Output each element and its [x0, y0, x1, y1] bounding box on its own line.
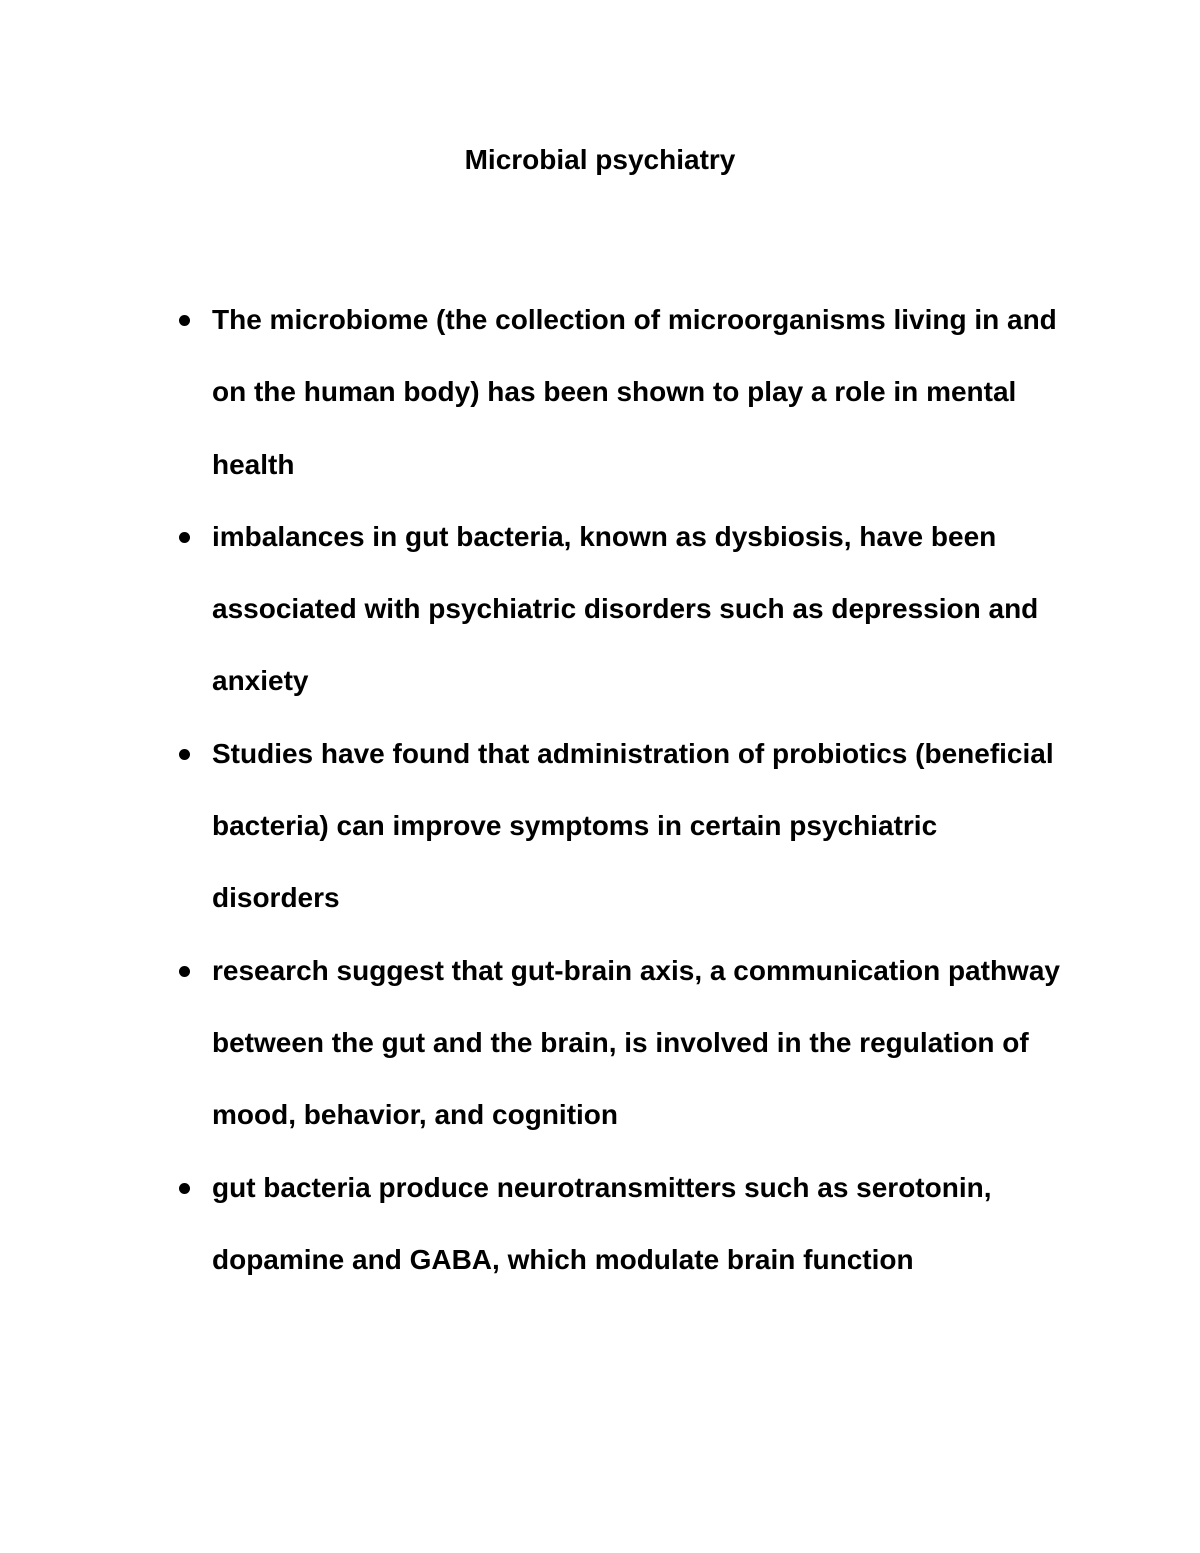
bullet-dot-icon	[179, 1183, 190, 1194]
bullet-dot-icon	[179, 966, 190, 977]
bullet-item-dysbiosis	[212, 501, 1072, 718]
bullet-text: imbalances in gut bacteria, known as dysbiosis, have been associated with psychiatric disorders such as depression and anxiety	[212, 520, 1039, 697]
bullet-text: Studies have found that administration of probiotics (beneficial bacteria) can improve symptoms in certain psychiatric disorders	[212, 737, 1054, 914]
bullet-list	[212, 284, 1072, 1296]
bullet-dot-icon	[179, 749, 190, 760]
bullet-item-gut-brain-axis	[212, 935, 1072, 1152]
bullet-text: The microbiome (the collection of microorganisms living in and on the human body) has been shown to play a role in mental health	[212, 304, 1057, 480]
document-title: Microbial psychiatry	[464, 144, 736, 175]
bullet-item-microbiome	[212, 284, 1072, 501]
bullet-text: gut bacteria produce neurotransmitters such as serotonin, dopamine and GABA, which modulate brain function	[212, 1171, 992, 1275]
bullet-item-probiotics	[212, 718, 1072, 935]
bullet-item-neurotransmitters	[212, 1152, 1072, 1297]
bullet-dot-icon	[179, 315, 190, 326]
bullet-dot-icon	[179, 532, 190, 543]
bullet-text: research suggest that gut-brain axis, a communication pathway between the gut and the brain, is involved in the regulation of mood, behavior, and cognition	[212, 954, 1060, 1131]
